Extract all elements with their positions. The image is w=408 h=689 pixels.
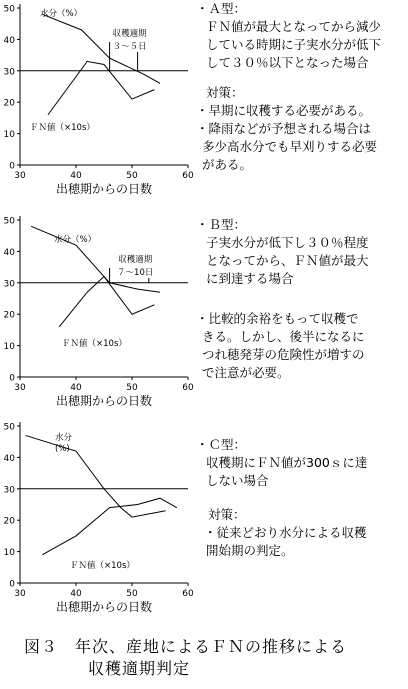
chart-a-plot [0,0,194,200]
y-tick-label: 10 [3,130,15,141]
type-b-measure-3: つれ穂発芽の危険性が増すの [202,347,365,362]
y-tick-label: 30 [3,279,15,290]
type-a-body-1: ＦＮ値が最大となってから減少 [206,19,382,34]
description-a [196,0,406,174]
fn-value-label: ＦＮ値（×10s） [62,339,127,349]
fn-value-label: ＦＮ値（×10s） [70,561,135,571]
moisture-label: (%) [55,444,70,454]
type-c-body-1: 収穫期にＦＮ値が300ｓに達 [206,455,368,470]
chart-b-plot [0,212,194,412]
y-tick-label: 10 [3,548,15,559]
harvest-window-range: ７～10日 [117,268,154,278]
figure-caption [24,636,347,680]
harvest-window-range: ３～５日 [112,42,147,52]
type-b-measure-2: きる。しかし、後半になるに [202,329,365,344]
y-tick-label: 0 [9,373,15,384]
y-tick-label: 20 [3,310,15,321]
type-c-measures-title: 対策： [208,507,246,522]
type-b-body-1: 子実水分が低下し３０％程度 [206,235,369,250]
harvest-window-label: 収穫適期 [112,29,147,39]
type-c-title: ・Ｃ型： [196,437,247,452]
x-tick-label: 60 [182,383,194,393]
x-tick-label: 50 [126,171,138,181]
y-tick-label: 30 [3,485,15,496]
description-c [196,436,406,560]
y-tick-label: 20 [3,98,15,109]
type-c-body-2: しない場合 [206,473,269,488]
type-c-measure-2: 開始期の判定。 [206,543,294,558]
x-tick-label: 30 [14,589,26,599]
type-a-body-3: して３０％以下となった場合 [206,55,369,70]
y-tick-label: 40 [3,247,15,258]
fn-value-line [59,277,154,327]
moisture-label: 水分（%） [40,9,83,19]
moisture-line [26,435,166,517]
x-tick-label: 30 [14,171,26,181]
y-tick-label: 10 [3,342,15,353]
type-b-measure-4: で注意が必要。 [202,365,290,380]
type-b-title: ・Ｂ型： [196,217,247,232]
fn-value-line [48,61,154,114]
type-a-measure-3: 多少高水分でも早刈りする必要 [202,139,378,154]
x-tick-label: 30 [14,383,26,393]
type-b-body-2: となってから、ＦＮ値が最大 [206,253,369,268]
caption-line-2: 収穫適期判定 [88,659,191,678]
type-b-measure-1: ・比較的余裕をもって収穫で [196,311,359,326]
description-b [196,216,406,382]
chart-c-plot [0,418,194,618]
x-tick-label: 40 [70,383,82,393]
x-tick-label: 40 [70,589,82,599]
y-tick-label: 40 [3,35,15,46]
x-axis-label [56,181,152,196]
fn-value-label: ＦＮ値（×10s） [30,123,95,133]
type-a-body-2: している時期に子実水分が低下 [206,37,382,52]
y-tick-label: 20 [3,516,15,527]
x-tick-label: 50 [126,589,138,599]
y-tick-label: 50 [3,4,15,15]
type-a-measure-4: がある。 [202,157,253,172]
type-b-body-3: に到達する場合 [206,271,294,286]
moisture-label: 水分 [55,433,73,443]
fn-value-line [42,498,176,555]
y-tick-label: 40 [3,453,15,464]
harvest-window-label: 収穫適期 [118,255,153,265]
type-c-measure-1: ・従来どおり水分による収穫 [204,525,367,540]
moisture-label: 水分（%） [54,235,97,245]
y-tick-label: 0 [9,161,15,172]
type-a-title: ・Ａ型： [196,1,247,16]
x-axis-title: 出穂期からの日数 [55,394,153,408]
x-tick-label: 60 [182,589,194,599]
x-axis-title: 出穂期からの日数 [55,182,153,196]
type-a-measure-1: ・早期に収穫する必要がある。 [196,103,372,118]
x-tick-label: 40 [70,171,82,181]
y-tick-label: 50 [3,216,15,227]
caption-line-1: 図３ 年次、産地によるＦＮの推移による [24,637,348,656]
type-a-measures-title: 対策： [206,85,244,100]
type-a-measure-2: ・降雨などが予想される場合は [196,121,372,136]
y-tick-label: 30 [3,67,15,78]
x-axis-title: 出穂期からの日数 [55,600,153,614]
y-tick-label: 0 [9,579,15,590]
x-tick-label: 60 [182,171,194,181]
x-tick-label: 50 [126,383,138,393]
y-tick-label: 50 [3,422,15,433]
